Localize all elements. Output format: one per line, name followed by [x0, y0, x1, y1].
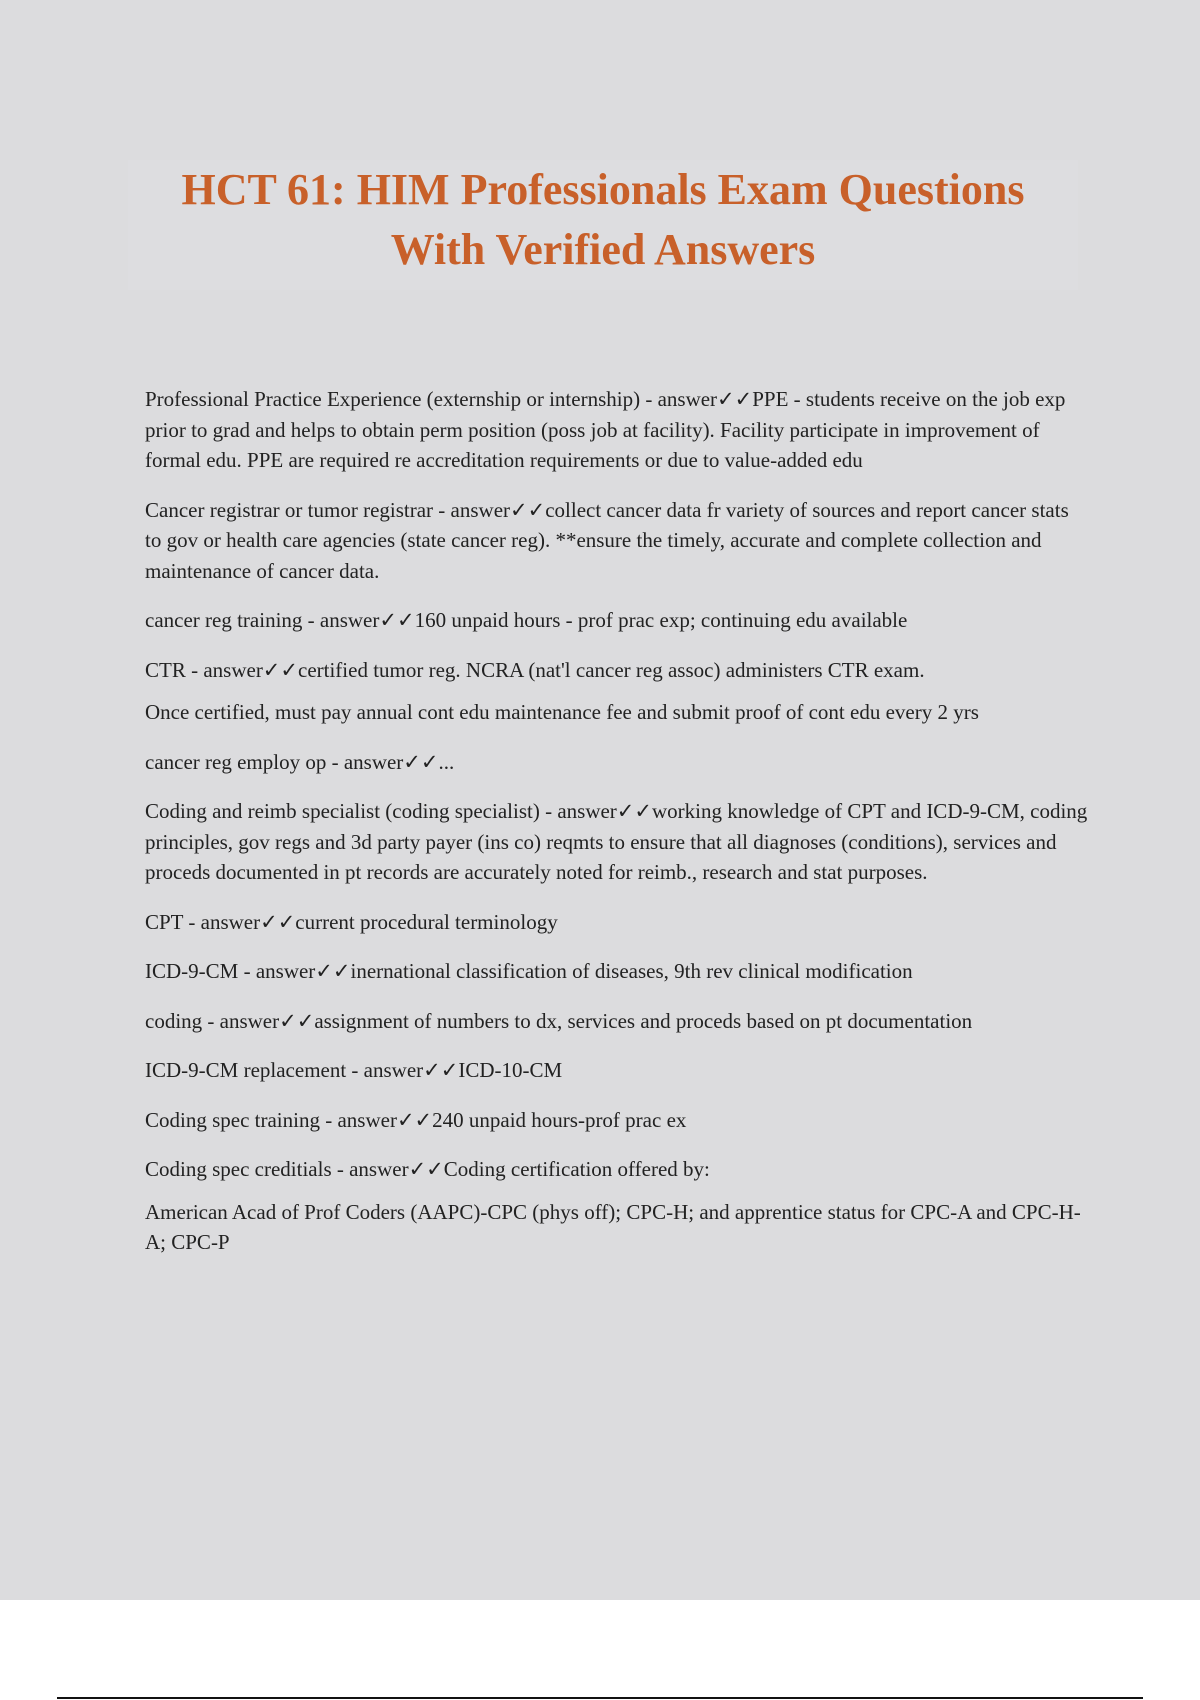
qa-paragraph-coding-specialist: Coding and reimb specialist (coding specialist) - answer✓✓working knowledge of CPT and ICD-9-CM, coding principles, gov regs and 3d party payer (ins co) reqmts to ensure that all diagnoses (conditions), services and proceds documented in pt records are accurately noted for reimb., research and stat purposes.	[145, 799, 1088, 884]
footer-divider	[57, 1697, 1143, 1699]
qa-paragraph-cpt: CPT - answer✓✓current procedural terminology	[145, 909, 558, 934]
qa-paragraph-aapc: American Acad of Prof Coders (AAPC)-CPC (phys off); CPC-H; and apprentice status for CPC-A and CPC-H-A; CPC-P	[145, 1199, 1081, 1254]
qa-paragraph-cancer-reg-employ: cancer reg employ op - answer✓✓...	[145, 749, 455, 774]
qa-paragraph-cancer-registrar: Cancer registrar or tumor registrar - answer✓✓collect cancer data fr variety of sources and report cancer stats to gov or health care agencies (state cancer reg). **ensure the timely, accurate and complete collection and maintenance of cancer data.	[145, 497, 1069, 583]
qa-paragraph-coding-spec-training: Coding spec training - answer✓✓240 unpaid hours-prof prac ex	[145, 1107, 687, 1132]
qa-paragraph-ppe: Professional Practice Experience (externship or internship) - answer✓✓PPE - students receive on the job exp prior to grad and helps to obtain perm position (poss job at facility). Facility participate in improvement of formal edu. PPE are required re accreditation requirements or due to value-added edu	[145, 387, 1066, 472]
title-block	[128, 160, 1078, 290]
qa-paragraph-icd-replacement: ICD-9-CM replacement - answer✓✓ICD-10-CM	[145, 1058, 563, 1082]
qa-paragraph-coding: coding - answer✓✓assignment of numbers to dx, services and proceds based on pt documentation	[145, 1008, 973, 1033]
document-title-line-2: With Verified Answers	[390, 225, 816, 274]
document-title-line-1: HCT 61: HIM Professionals Exam Questions	[181, 165, 1025, 214]
qa-paragraph-icd-9-cm: ICD-9-CM - answer✓✓inernational classification of diseases, 9th rev clinical modification	[145, 959, 913, 983]
qa-paragraph-cancer-reg-training: cancer reg training - answer✓✓160 unpaid hours - prof prac exp; continuing edu available	[145, 608, 908, 632]
qa-paragraph-coding-spec-credentials: Coding spec creditials - answer✓✓Coding certification offered by:	[145, 1157, 710, 1181]
qa-paragraph-once-certified: Once certified, must pay annual cont edu maintenance fee and submit proof of cont edu every 2 yrs	[145, 700, 979, 724]
qa-content	[145, 384, 1090, 1277]
qa-paragraph-ctr: CTR - answer✓✓certified tumor reg. NCRA (nat'l cancer reg assoc) administers CTR exam.	[145, 657, 925, 682]
